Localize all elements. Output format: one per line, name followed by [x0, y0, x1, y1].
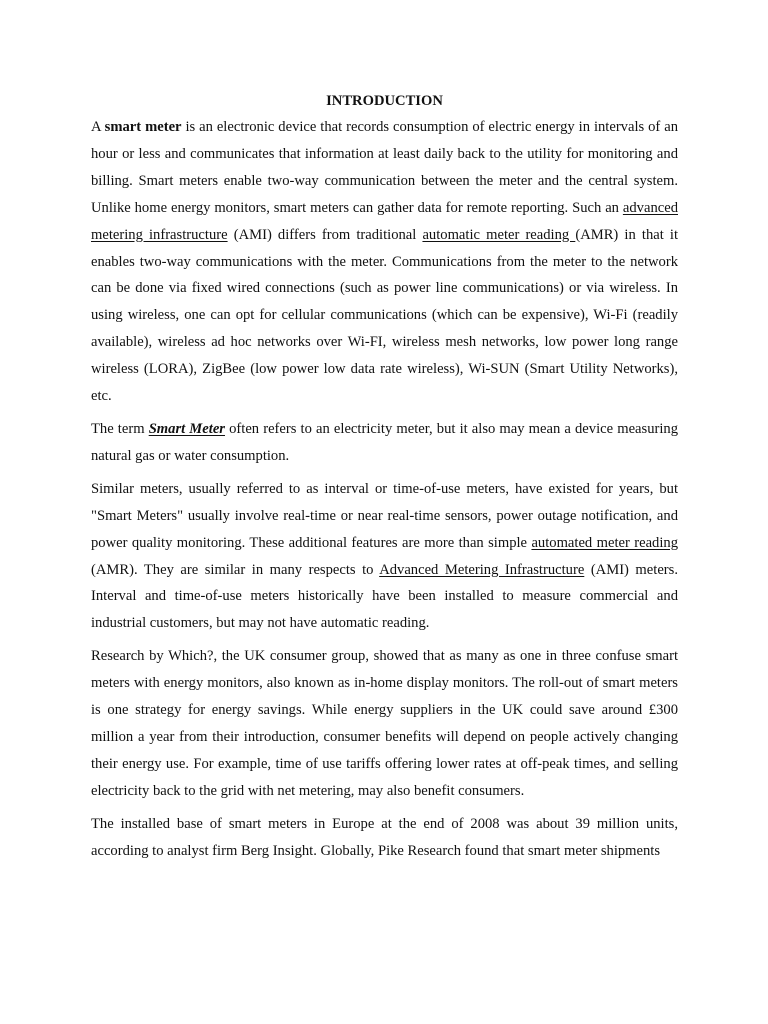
paragraph-3	[91, 476, 678, 637]
link-advanced-metering-infrastructure[interactable]: advanced metering infrastructure	[91, 199, 678, 243]
paragraph-5: The installed base of smart meters in Europe at the end of 2008 was about 39 million units, according to analyst firm Berg Insight. Globally, Pike Research found that smart meter shipments	[91, 815, 678, 859]
smart-meter-link[interactable]: Smart Meter	[148, 420, 225, 437]
page-title: INTRODUCTION	[326, 93, 443, 109]
p1-text-3: (AMI) differs from traditional	[227, 226, 423, 243]
p1-text-1: A	[91, 119, 105, 135]
p3-text-2: (AMR). They are similar in many respects to	[91, 561, 380, 578]
p2-text-1: The term	[91, 420, 149, 437]
p2-text-2: often refers to an electricity meter, but it also may mean a device measuring natural gas or water consumption.	[91, 420, 679, 464]
paragraph-1	[91, 114, 678, 410]
link-automatic-meter-reading[interactable]: automatic meter reading	[422, 226, 576, 243]
p1-text-2: is an electronic device that records consumption of electric energy in intervals of an hour or less and communicates that information at least daily back to the utility for monitoring and billing. Smart meters enable two-way communication between the meter and the central system. Unlike home energy monitors, smart meters can gather data for remote reporting. Such an	[91, 119, 678, 216]
smart-meter-term: smart meter	[104, 119, 182, 135]
paragraph-2	[91, 416, 678, 470]
p3-text-3: (AMI) meters. Interval and time-of-use meters historically have been installed to measure commercial and industrial customers, but may not have automatic reading.	[91, 561, 678, 632]
p1-text-4: (AMR) in that it enables two-way communications with the meter. Communications from the meter to the network can be done via fixed wired connections (such as power line communications) or via wireless. In using wireless, one can opt for cellular communications (which can be expensive), Wi-Fi (readily available), wireless ad hoc networks over Wi-FI, wireless mesh networks, low power long range wireless (LORA), ZigBee (low power low data rate wireless), Wi-SUN (Smart Utility Networks), etc.	[91, 226, 678, 405]
document-page	[91, 88, 678, 870]
p3-text-1: Similar meters, usually referred to as interval or time-of-use meters, have existed for years, but "Smart Meters" usually involve real-time or near real-time sensors, power outage notification, and power quality monitoring. These additional features are more than simple	[91, 480, 678, 551]
link-advanced-metering-infrastructure-2[interactable]: Advanced Metering Infrastructure	[379, 561, 585, 578]
paragraph-4: Research by Which?, the UK consumer group, showed that as many as one in three confuse smart meters with energy monitors, also known as in-home display monitors. The roll-out of smart meters is one strategy for energy savings. While energy suppliers in the UK could save around £300 million a year from their introduction, consumer benefits will depend on people actively changing their energy use. For example, time of use tariffs offering lower rates at off-peak times, and selling electricity back to the grid with net metering, may also benefit consumers.	[91, 648, 678, 799]
link-automated-meter-reading[interactable]: automated meter reading	[531, 534, 678, 551]
